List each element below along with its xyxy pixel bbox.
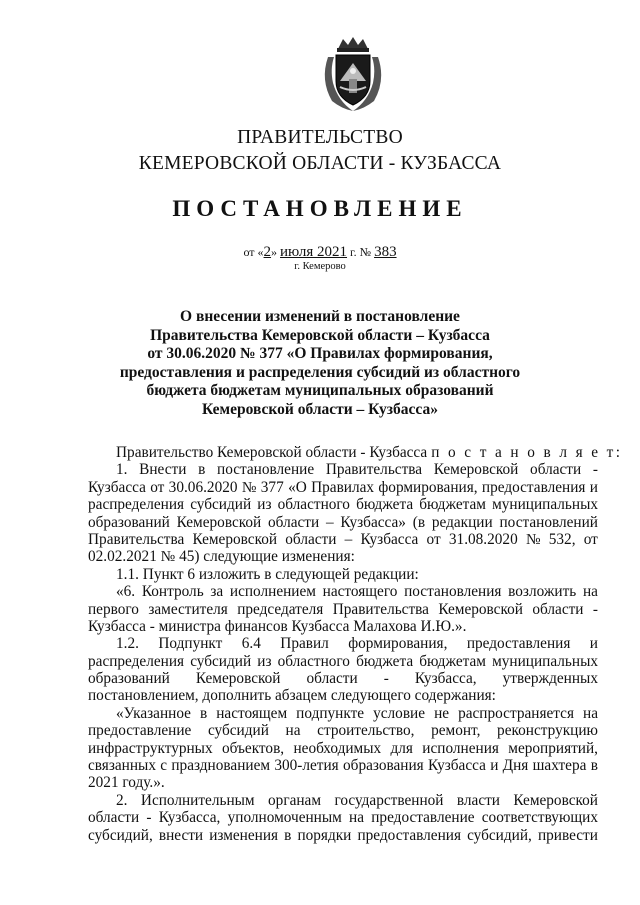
word: формирования,: [348, 635, 448, 653]
word: образований: [88, 513, 170, 531]
word: из: [257, 496, 272, 514]
title-line: от 30.06.2020 № 377 «О Правилах формирования,: [147, 345, 493, 363]
word: Правительства: [88, 530, 185, 548]
word: Кузбасса: [88, 478, 146, 496]
word: предоставление: [371, 809, 475, 827]
word: исполнения: [422, 739, 499, 757]
date-year-suffix: г.: [350, 245, 357, 259]
word: Исполнительным: [140, 791, 255, 809]
text-line: [88, 601, 598, 618]
word: на: [582, 583, 598, 601]
word: области: [268, 513, 320, 531]
word: 31.08.2020: [448, 530, 518, 548]
word: Кемеровской: [433, 461, 519, 479]
text-line: [88, 792, 598, 809]
word: образования: [343, 757, 424, 775]
word: бюджетам: [419, 496, 486, 514]
word: –: [325, 513, 334, 531]
word: (в: [412, 513, 426, 531]
word: редакции: [431, 513, 493, 531]
word: областного: [277, 652, 350, 670]
word: №: [241, 478, 257, 496]
word: 1.: [116, 461, 128, 479]
kemerovo-coat-of-arms-icon: [318, 35, 388, 113]
text-line: [88, 496, 598, 513]
word: празднованием: [171, 757, 271, 775]
city: г. Кемерово: [294, 261, 346, 272]
word: государственной: [334, 791, 444, 809]
title-line: Правительства Кемеровской области – Кузбасса: [150, 326, 490, 344]
preamble-line: [88, 444, 623, 461]
word: Контроль: [141, 583, 204, 601]
text-line: [88, 827, 598, 844]
word: возложить: [508, 583, 577, 601]
government-title-line-2: КЕМЕРОВСКОЙ ОБЛАСТИ - КУЗБАССА: [138, 153, 502, 174]
word: Кемеровской: [192, 530, 278, 548]
word: в: [199, 704, 208, 722]
word: Кемеровской: [195, 670, 281, 688]
document-number: 383: [374, 244, 397, 260]
paragraph-1-1-quote-last-line: Кузбасса - министра финансов Кузбасса Малахова И.Ю.».: [88, 617, 467, 635]
word: Кузбасса: [428, 757, 486, 775]
word: «Указанное: [116, 704, 191, 722]
word: распространяется: [458, 704, 574, 722]
paragraph-1-2-quote: [88, 705, 598, 775]
word: субсидий: [207, 722, 269, 740]
word: из: [257, 652, 272, 670]
word: Кузбасса,: [158, 809, 221, 827]
word: порядки: [297, 826, 352, 844]
word: области: [285, 530, 337, 548]
word: областного: [277, 496, 350, 514]
word: уполномоченным: [227, 809, 342, 827]
title-line: предоставления и распределения субсидий из областного: [119, 363, 521, 381]
word: –: [344, 530, 353, 548]
word: от: [150, 478, 165, 496]
word: от: [583, 530, 598, 548]
word: -: [146, 809, 152, 827]
word: органам: [268, 791, 322, 809]
text-line: [88, 479, 598, 496]
word: области: [532, 600, 584, 618]
word: Кемеровской: [438, 600, 523, 618]
word: -: [592, 600, 598, 618]
word: в: [198, 461, 206, 479]
word: настоящего: [322, 583, 398, 601]
word: муниципальных: [492, 652, 598, 670]
word: 377: [260, 478, 284, 496]
date-prefix: от «: [243, 245, 264, 259]
text-line: [88, 461, 598, 478]
word: Правил: [280, 635, 329, 653]
number-prefix: №: [359, 245, 372, 259]
word: 532,: [548, 530, 576, 548]
word: «О: [288, 478, 307, 496]
text-line: [88, 531, 598, 548]
date-month-year: июля 2021: [280, 244, 348, 260]
word: условие: [373, 704, 426, 722]
word: распределения: [88, 496, 185, 514]
word: инфраструктурных: [88, 739, 213, 757]
text-line: [88, 670, 598, 687]
text-line: [88, 740, 598, 757]
word: от: [426, 530, 441, 548]
word: связанных: [88, 757, 156, 775]
word: объектов,: [221, 739, 285, 757]
word: Кузбасса,: [414, 670, 477, 688]
word: субсидий,: [467, 826, 532, 844]
word: заместителя: [148, 600, 228, 618]
paragraph-2: [88, 792, 598, 844]
word: бюджетам: [419, 652, 486, 670]
word: на: [285, 722, 301, 740]
word: Правительства: [325, 461, 423, 479]
word: -: [592, 461, 598, 479]
paragraph-1-2-quote-last-line: 2021 году.».: [88, 774, 165, 792]
word: предоставления: [357, 826, 461, 844]
word: субсидий,: [88, 826, 153, 844]
word: бюджета: [356, 652, 414, 670]
document-title: [90, 308, 550, 420]
word: строительство,: [317, 722, 415, 740]
text-line: [88, 705, 598, 722]
paragraph-1-2-last-line: постановлением, дополнить абзацем следующего содержания:: [88, 687, 496, 705]
government-title-line-1: ПРАВИТЕЛЬСТВО: [237, 127, 403, 148]
word: подпункте: [296, 704, 365, 722]
word: бюджета: [356, 496, 414, 514]
word: Подпункт: [158, 635, 223, 653]
word: муниципальных: [492, 496, 598, 514]
paragraph-1-last-line: 02.02.2021 № 45) следующие изменения:: [88, 548, 355, 566]
word: исполнением: [229, 583, 316, 601]
title-line: О внесении изменений в постановление: [180, 308, 460, 325]
word: мероприятий,: [508, 739, 598, 757]
word: и: [589, 478, 598, 496]
word: 2.: [116, 791, 128, 809]
word: на: [583, 704, 598, 722]
word: Кузбасса»: [340, 513, 406, 531]
word: предоставления: [481, 478, 586, 496]
word: постановлений: [499, 513, 598, 531]
word: Дня: [502, 757, 529, 775]
word: субсидий: [190, 652, 252, 670]
date-day: 2: [263, 244, 272, 260]
word: первого: [88, 600, 139, 618]
word: Кемеровской: [513, 791, 598, 809]
word: №: [525, 530, 541, 548]
word: в: [284, 826, 292, 844]
word: области: [530, 461, 582, 479]
word: и: [490, 757, 499, 775]
word: внести: [158, 826, 204, 844]
word: Кемеровской: [176, 513, 262, 531]
title-line: бюджета бюджетам муниципальных образований: [146, 382, 494, 400]
paragraph-1-1: 1.1. Пункт 6 изложить в следующей редакции:: [116, 565, 419, 583]
word: в: [590, 757, 598, 775]
word: шахтера: [532, 757, 587, 775]
date-mid: »: [271, 245, 278, 259]
word: соответствующих: [481, 809, 598, 827]
word: Кузбасса: [360, 530, 419, 548]
word: образований: [88, 670, 170, 688]
word: Внести: [139, 461, 187, 479]
text-line: [88, 722, 598, 739]
word: предоставления: [466, 635, 571, 653]
word: Правилах: [311, 478, 375, 496]
document-body: [88, 444, 623, 844]
text-line: [88, 514, 598, 531]
word: за: [210, 583, 224, 601]
document-type-heading: ПОСТАНОВЛЕНИЕ: [172, 196, 468, 221]
resolves-word: п о с т а н о в л я е т:: [431, 444, 623, 461]
text-line: [88, 583, 598, 600]
word: председателя: [237, 600, 324, 618]
text-line: [88, 809, 598, 826]
word: области: [88, 809, 140, 827]
word: распределения: [88, 652, 185, 670]
word: 30.06.2020: [168, 478, 238, 496]
word: предоставление: [88, 722, 192, 740]
word: «6.: [116, 583, 136, 601]
word: на: [349, 809, 365, 827]
text-line: [88, 757, 598, 774]
document-date-line: [0, 244, 640, 261]
paragraph-1-2: [88, 635, 598, 687]
word: привести: [537, 826, 598, 844]
word: ремонт,: [431, 722, 481, 740]
word: постановления: [404, 583, 502, 601]
title-line: Кемеровской области – Кузбасса»: [202, 400, 438, 418]
paragraph-1: [88, 461, 598, 548]
word: области: [306, 670, 358, 688]
word: необходимых: [293, 739, 382, 757]
word: настоящем: [216, 704, 288, 722]
word: реконструкцию: [497, 722, 598, 740]
word: с: [160, 757, 168, 775]
word: для: [390, 739, 413, 757]
word: -: [383, 670, 389, 688]
word: формирования,: [378, 478, 478, 496]
word: постановление: [217, 461, 315, 479]
word: изменения: [209, 826, 279, 844]
word: субсидий: [190, 496, 252, 514]
word: утвержденных: [502, 670, 598, 688]
word: 6.4: [241, 635, 261, 653]
preamble-text: Правительство Кемеровской области - Кузбасса: [116, 444, 428, 461]
word: 300-летия: [274, 757, 339, 775]
word: Правительства: [332, 600, 429, 618]
word: и: [589, 635, 598, 653]
word: 1.2.: [116, 635, 139, 653]
word: власти: [456, 791, 500, 809]
word: не: [434, 704, 450, 722]
text-line: [88, 635, 598, 652]
paragraph-1-1-quote: [88, 583, 598, 618]
text-line: [88, 653, 598, 670]
